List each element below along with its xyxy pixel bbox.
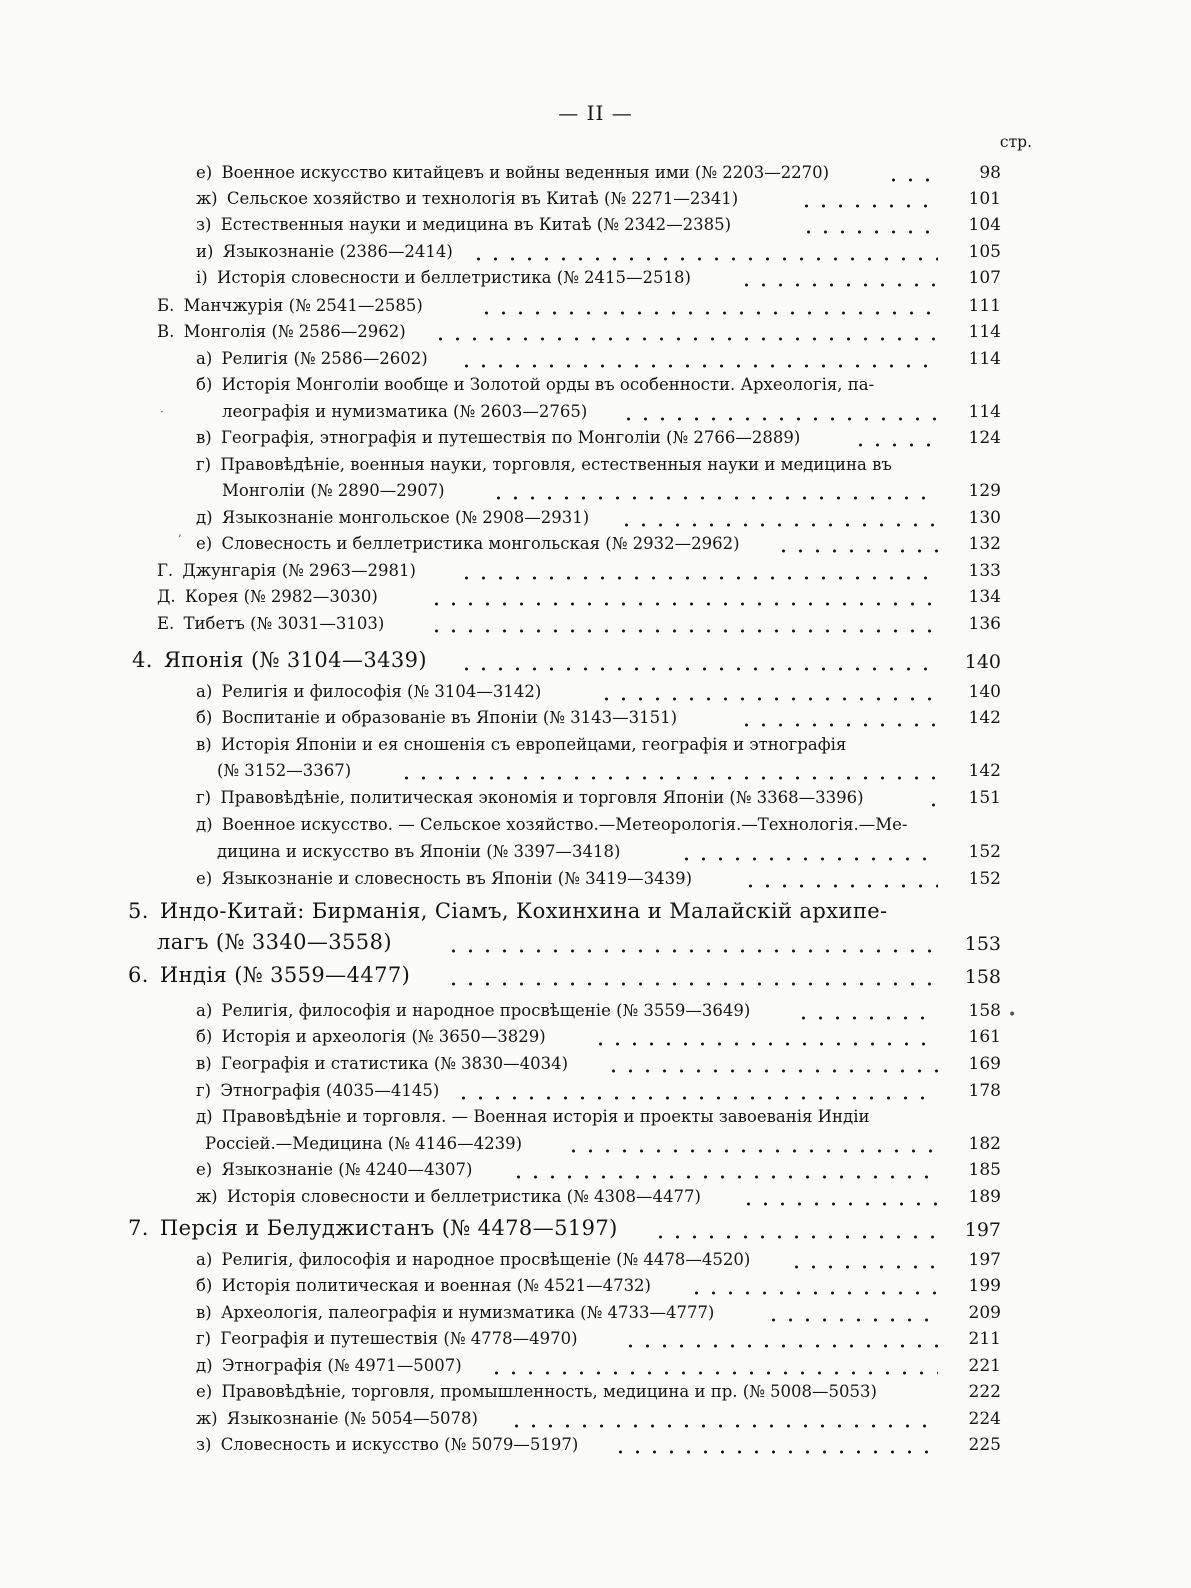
toc-entry-title: Географія и статистика (№ 3830—4034): [220, 1054, 569, 1073]
toc-entry-page: 114: [968, 349, 1001, 369]
toc-entry: [0, 239, 1191, 265]
toc-entry-label: б): [196, 708, 213, 727]
toc-entry-page: 101: [968, 189, 1001, 209]
dot-leader: [738, 265, 938, 291]
toc-entry-title: (№ 3152—3367): [217, 761, 352, 780]
dot-leader: [428, 584, 938, 610]
dot-leader: [788, 1247, 938, 1273]
dot-leader: [428, 611, 938, 637]
toc-entry-page: 134: [968, 587, 1001, 607]
toc-entry-label: г): [196, 1329, 212, 1348]
dot-leader: [775, 531, 938, 557]
toc-entry-page: 221: [968, 1356, 1001, 1376]
dot-leader: [800, 212, 938, 238]
toc-entry-title: Монголія (№ 2586—2962): [183, 322, 406, 341]
toc-entry-page: 169: [968, 1054, 1001, 1074]
toc-entry: [0, 1157, 1191, 1183]
toc-entry-page: 136: [968, 614, 1001, 634]
toc-entry: [0, 1379, 1191, 1405]
toc-entry-page: 222: [968, 1382, 1001, 1402]
toc-entry-page: 152: [968, 869, 1001, 889]
dot-leader: [798, 186, 938, 212]
toc-entry-title: Географія и путешествія (№ 4778—4970): [220, 1329, 578, 1348]
print-speck: ·: [160, 405, 164, 419]
dot-leader: [510, 1157, 938, 1183]
dot-leader: [478, 293, 938, 319]
toc-entry-title: Исторія политическая и военная (№ 4521—4732): [221, 1276, 651, 1295]
toc-entry: [0, 900, 1191, 926]
toc-entry-label: ж): [196, 189, 218, 208]
toc-entry-title: дицина и искусство въ Японіи (№ 3397—3418): [217, 842, 621, 861]
toc-entry: [0, 1353, 1191, 1379]
toc-entry: [0, 931, 1191, 957]
dot-leader: [458, 558, 938, 584]
toc-entry-page: 114: [968, 322, 1001, 342]
toc-entry-title: Исторія Японіи и ея сношенія съ европейцами, географія и этнографія: [220, 735, 847, 754]
toc-entry-title: Исторія словесности и беллетристика (№ 2415—2518): [216, 268, 691, 287]
dot-leader: [738, 705, 938, 731]
toc-entry-title: Религія (№ 2586—2602): [221, 349, 428, 368]
toc-entry: [0, 679, 1191, 705]
toc-entry-label: в): [196, 428, 212, 447]
toc-entry: [0, 186, 1191, 212]
dot-leader: [612, 1432, 938, 1458]
toc-entry-label: и): [196, 242, 214, 261]
toc-entry: [0, 1051, 1191, 1077]
toc-entry-label: ж): [196, 1187, 218, 1206]
toc-entry: [0, 399, 1191, 425]
toc-entry: [0, 160, 1191, 186]
toc-entry-label: з): [196, 1435, 212, 1454]
dot-leader: [565, 1131, 938, 1157]
toc-entry: [0, 1273, 1191, 1299]
toc-entry: [0, 758, 1191, 784]
toc-entry-title: Правовѣдѣніе, политическая экономія и торговля Японіи (№ 3368—3396): [220, 788, 864, 807]
toc-entry-page: 130: [968, 508, 1001, 528]
dot-leader: [622, 1326, 938, 1352]
toc-entry: [0, 212, 1191, 238]
toc-entry: [0, 785, 1191, 811]
toc-entry-page: 224: [968, 1409, 1001, 1429]
print-speck: ,: [178, 525, 182, 539]
dot-leader: [620, 399, 938, 425]
toc-entry-page: 133: [968, 561, 1001, 581]
toc-entry: [0, 478, 1191, 504]
toc-entry-title: Россіей.—Медицина (№ 4146—4239): [205, 1134, 523, 1153]
toc-entry-page: 104: [968, 215, 1001, 235]
toc-entry: [0, 839, 1191, 865]
toc-entry-label: а): [196, 682, 213, 701]
toc-entry-label: г): [196, 788, 212, 807]
toc-entry-title: Манчжурія (№ 2541—2585): [183, 296, 423, 315]
toc-entry-title: Исторія Монголіи вообще и Золотой орды въ особенности. Археологія, па-: [221, 375, 875, 394]
dot-leader: [742, 866, 938, 892]
toc-entry-page: 142: [968, 708, 1001, 728]
toc-entry-label: В.: [157, 322, 175, 341]
dot-leader: [508, 1406, 938, 1432]
toc-entry-page: 199: [968, 1276, 1001, 1296]
toc-entry-label: 5.: [128, 899, 149, 923]
toc-entry: [0, 265, 1191, 291]
dot-leader: [925, 785, 938, 811]
toc-entry-page: 211: [968, 1329, 1001, 1349]
toc-entry-page: 132: [968, 534, 1001, 554]
toc-entry-label: д): [196, 1356, 213, 1375]
dot-leader: [470, 239, 938, 265]
toc-entry-title: Естественныя науки и медицина въ Китаѣ (№ 2342—2385): [220, 215, 732, 234]
toc-entry-title: Религія и философія (№ 3104—3142): [221, 682, 542, 701]
toc-entry-page: 129: [968, 481, 1001, 501]
toc-entry-page: 151: [968, 788, 1001, 808]
toc-entry-title: Исторія и археологія (№ 3650—3829): [221, 1027, 546, 1046]
toc-entry-page: 111: [968, 296, 1001, 316]
toc-entry-title: Языкознаніе и словесность въ Японіи (№ 3419—3439): [221, 869, 693, 888]
toc-entry: [0, 964, 1191, 990]
toc-entry: [0, 558, 1191, 584]
toc-entry: [0, 1184, 1191, 1210]
dot-leader: [455, 1078, 938, 1104]
page-number-header: — II —: [558, 101, 633, 125]
dot-leader: [488, 1353, 938, 1379]
dot-leader: [432, 319, 938, 345]
toc-entry-title: Языкознаніе монгольское (№ 2908—2931): [221, 508, 590, 527]
toc-entry-page: 140: [968, 682, 1001, 702]
toc-entry-title: Языкознаніе (№ 4240—4307): [221, 1160, 473, 1179]
toc-entry-label: г): [196, 1081, 212, 1100]
dot-leader: [852, 425, 938, 451]
toc-entry-label: а): [196, 349, 213, 368]
toc-entry-title: Монголіи (№ 2890—2907): [222, 481, 445, 500]
toc-entry-page: 124: [968, 428, 1001, 448]
toc-entry-title: Исторія словесности и беллетристика (№ 4308—4477): [226, 1187, 701, 1206]
toc-entry-title: Персія и Белуджистанъ (№ 4478—5197): [159, 1216, 618, 1240]
toc-entry: [0, 1024, 1191, 1050]
dot-leader: [605, 1051, 938, 1077]
toc-entry-label: б): [196, 1027, 213, 1046]
toc-entry: [0, 1078, 1191, 1104]
toc-entry-page: 158: [968, 1001, 1001, 1021]
dot-leader: [598, 679, 938, 705]
dot-leader: [618, 505, 938, 531]
toc-entry-title: леографія и нумизматика (№ 2603—2765): [222, 402, 588, 421]
toc-entry-label: б): [196, 375, 213, 394]
toc-entry: [0, 1104, 1191, 1130]
toc-entry-label: Е.: [157, 614, 175, 633]
dot-leader: [740, 1184, 938, 1210]
toc-entry-title: Воспитаніе и образованіе въ Японіи (№ 3143—3151): [221, 708, 678, 727]
dot-leader: [885, 160, 938, 186]
toc-entry-title: Языкознаніе (№ 5054—5078): [226, 1409, 478, 1428]
toc-entry-page: 158: [964, 966, 1001, 988]
toc-entry: [0, 425, 1191, 451]
toc-entry-label: е): [196, 1382, 213, 1401]
toc-entry-title: Археологія, палеографія и нумизматика (№ 4733—4777): [220, 1303, 715, 1322]
toc-entry-label: в): [196, 1303, 212, 1322]
toc-entry-page: 197: [964, 1219, 1001, 1241]
toc-entry-label: е): [196, 534, 213, 553]
toc-entry-label: д): [196, 815, 213, 834]
toc-entry-page: 140: [964, 651, 1001, 673]
toc-entry-page: 114: [968, 402, 1001, 422]
toc-entry-page: 209: [968, 1303, 1001, 1323]
toc-entry-page: 197: [968, 1250, 1001, 1270]
dot-leader: [458, 346, 938, 372]
toc-entry: [0, 1326, 1191, 1352]
toc-entry-page: 178: [968, 1081, 1001, 1101]
toc-entry-label: е): [196, 1160, 213, 1179]
toc-entry: [0, 452, 1191, 478]
toc-entry-page: 189: [968, 1187, 1001, 1207]
toc-entry: [0, 705, 1191, 731]
toc-entry-title: Религія, философія и народное просвѣщеніе (№ 4478—4520): [221, 1250, 751, 1269]
toc-entry-label: з): [196, 215, 212, 234]
toc-entry: [0, 1432, 1191, 1458]
toc-entry: [0, 812, 1191, 838]
toc-entry-title: Этнографія (4035—4145): [220, 1081, 440, 1100]
toc-entry-title: лагъ (№ 3340—3558): [157, 930, 392, 954]
toc-entry-page: 152: [968, 842, 1001, 862]
toc-entry-title: Корея (№ 2982—3030): [184, 587, 378, 606]
toc-entry-title: Военное искусство китайцевъ и войны веденныя ими (№ 2203—2270): [221, 163, 830, 182]
toc-entry-title: Японія (№ 3104—3439): [163, 648, 427, 672]
dot-leader: [765, 1300, 938, 1326]
toc-entry-label: Д.: [157, 587, 176, 606]
toc-entry: [0, 293, 1191, 319]
toc-entry-label: 7.: [128, 1216, 149, 1240]
toc-entry: [0, 1300, 1191, 1326]
dot-leader: [652, 1217, 938, 1243]
toc-entry-title: Географія, этнографія и путешествія по Монголіи (№ 2766—2889): [220, 428, 801, 447]
dot-leader: [445, 964, 938, 990]
toc-entry-page: 98: [979, 163, 1001, 183]
page-column-label: стр.: [999, 133, 1032, 151]
toc-entry-label: д): [196, 1107, 213, 1126]
toc-entry: [0, 319, 1191, 345]
toc-entry-page: 161: [968, 1027, 1001, 1047]
toc-entry-page: 107: [968, 268, 1001, 288]
toc-entry: [0, 372, 1191, 398]
toc-entry-label: в): [196, 735, 212, 754]
toc-entry-label: ж): [196, 1409, 218, 1428]
toc-entry-title: Индія (№ 3559—4477): [159, 963, 411, 987]
toc-entry-label: е): [196, 163, 213, 182]
toc-entry-label: Г.: [157, 561, 174, 580]
print-speck: •: [1008, 1007, 1017, 1023]
toc-entry-label: г): [196, 455, 212, 474]
dot-leader: [490, 478, 938, 504]
toc-entry: [0, 732, 1191, 758]
dot-leader: [678, 839, 938, 865]
toc-entry-page: 182: [968, 1134, 1001, 1154]
toc-entry-label: б): [196, 1276, 213, 1295]
dot-leader: [445, 931, 938, 957]
toc-entry-title: Правовѣдѣніе и торговля. — Военная исторія и проекты завоеванія Индіи: [221, 1107, 870, 1126]
toc-entry-title: Религія, философія и народное просвѣщеніе (№ 3559—3649): [221, 1001, 751, 1020]
toc-entry-title: Словесность и искусство (№ 5079—5197): [220, 1435, 579, 1454]
toc-entry-label: а): [196, 1250, 213, 1269]
toc-entry: [0, 866, 1191, 892]
toc-entry-label: 4.: [132, 648, 153, 672]
dot-leader: [795, 998, 938, 1024]
toc-entry: [0, 1217, 1191, 1243]
toc-entry-page: 225: [968, 1435, 1001, 1455]
toc-entry-label: Б.: [157, 296, 175, 315]
toc-entry-label: е): [196, 869, 213, 888]
dot-leader: [592, 1024, 938, 1050]
toc-entry-label: а): [196, 1001, 213, 1020]
toc-entry: [0, 584, 1191, 610]
toc-entry: [0, 649, 1191, 675]
toc-entry-page: 142: [968, 761, 1001, 781]
toc-entry: [0, 1131, 1191, 1157]
toc-entry-title: Джунгарія (№ 2963—2981): [182, 561, 416, 580]
toc-entry: [0, 346, 1191, 372]
toc-entry-title: Тибетъ (№ 3031—3103): [183, 614, 385, 633]
toc-entry: [0, 1247, 1191, 1273]
dot-leader: [688, 1273, 938, 1299]
toc-entry: [0, 611, 1191, 637]
dot-leader: [398, 758, 938, 784]
toc-entry-title: Сельское хозяйство и технологія въ Китаѣ (№ 2271—2341): [226, 189, 739, 208]
toc-entry-label: і): [196, 268, 208, 287]
toc-entry: [0, 1406, 1191, 1432]
toc-entry-page: 185: [968, 1160, 1001, 1180]
toc-entry-title: Правовѣдѣніе, торговля, промышленность, медицина и пр. (№ 5008—5053): [221, 1382, 877, 1401]
toc-entry-label: в): [196, 1054, 212, 1073]
toc-entry-label: 6.: [128, 963, 149, 987]
toc-entry-title: Правовѣдѣніе, военныя науки, торговля, естественныя науки и медицина въ: [220, 455, 892, 474]
toc-entry-page: 105: [968, 242, 1001, 262]
dot-leader: [458, 649, 938, 675]
toc-entry-page: 153: [964, 933, 1001, 955]
toc-entry-title: Индо-Китай: Бирманія, Сіамъ, Кохинхина и Малайскій архипе-: [159, 899, 888, 923]
toc-entry-title: Этнографія (№ 4971—5007): [221, 1356, 462, 1375]
toc-entry-title: Военное искусство. — Сельское хозяйство.—Метеорологія.—Технологія.—Ме-: [221, 815, 908, 834]
toc-entry-label: д): [196, 508, 213, 527]
toc-entry-title: Словесность и беллетристика монгольская (№ 2932—2962): [221, 534, 740, 553]
toc-entry-title: Языкознаніе (2386—2414): [222, 242, 453, 261]
